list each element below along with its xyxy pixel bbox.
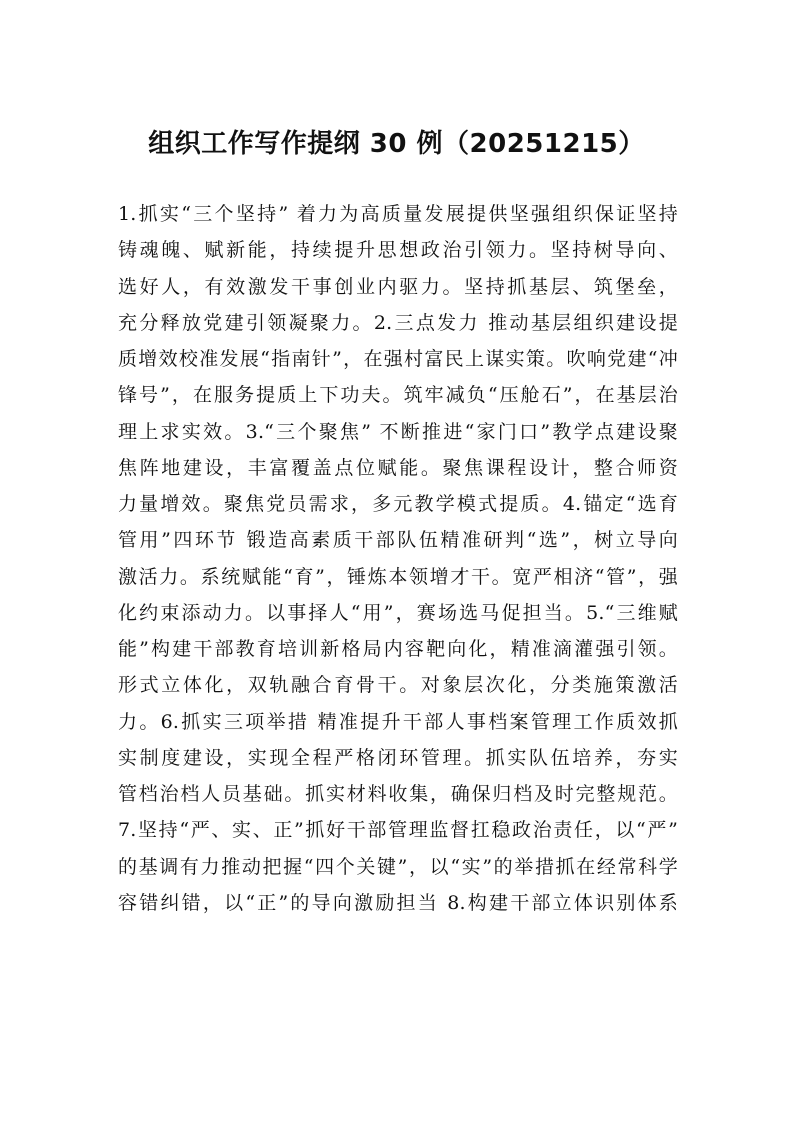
body-line: 焦阵地建设，丰富覆盖点位赋能。聚焦课程设计，整合师资	[118, 456, 678, 479]
body-line: 理上求实效。3.“三个聚焦” 不断推进“家门口”教学点建设聚	[118, 420, 678, 443]
body-line: 激活力。系统赋能“育”，锤炼本领增才干。宽严相济“管”，强	[118, 565, 678, 588]
body-line: 锋号”，在服务提质上下功夫。筑牢减负“压舱石”，在基层治	[118, 384, 678, 407]
body-line: 管用”四环节 锻造高素质干部队伍精准研判“选”，树立导向	[118, 529, 678, 552]
body-line: 的基调有力推动把握“四个关键”，以“实”的举措抓在经常科学	[118, 855, 678, 878]
body-line: 质增效校准发展“指南针”，在强村富民上谋实策。吹响党建“冲	[118, 348, 678, 370]
body-line: 1.抓实“三个坚持” 着力为高质量发展提供坚强组织保证坚持	[118, 203, 678, 225]
body-line: 能”构建干部教育培训新格局内容靶向化，精准滴灌强引领。	[118, 638, 678, 660]
body-line: 选好人，有效激发干事创业内驱力。坚持抓基层、筑堡垒，	[118, 275, 678, 298]
body-line: 实制度建设，实现全程严格闭环管理。抓实队伍培养，夯实	[118, 746, 678, 769]
body-line: 充分释放党建引领凝聚力。2.三点发力 推动基层组织建设提	[118, 311, 678, 334]
body-line: 形式立体化，双轨融合育骨干。对象层次化，分类施策激活	[118, 674, 678, 697]
document-body	[118, 196, 678, 921]
document-title: 组织工作写作提纲 30 例（20251215）	[148, 129, 645, 159]
body-line: 力。6.抓实三项举措 精准提升干部人事档案管理工作质效抓	[118, 710, 678, 733]
body-line: 容错纠错，以“正”的导向激励担当 8.构建干部立体识别体系	[118, 891, 678, 914]
body-line: 力量增效。聚焦党员需求，多元教学模式提质。4.锚定“选育	[118, 493, 678, 515]
body-line: 铸魂魄、赋新能，持续提升思想政治引领力。坚持树导向、	[118, 239, 678, 262]
body-line: 管档治档人员基础。抓实材料收集，确保归档及时完整规范。	[118, 783, 678, 805]
body-line: 化约束添动力。以事择人“用”，赛场选马促担当。5.“三维赋	[118, 601, 678, 624]
body-line: 7.坚持“严、实、正”抓好干部管理监督扛稳政治责任，以“严”	[118, 819, 678, 842]
